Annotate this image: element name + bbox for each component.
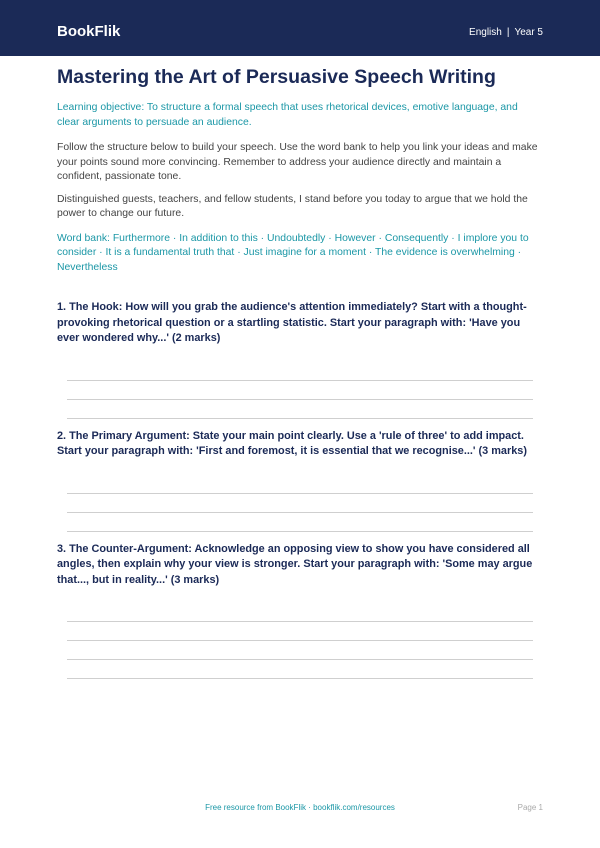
footer-resource-link[interactable]: Free resource from BookFlik · bookflik.com/resources <box>205 803 395 812</box>
answer-line[interactable] <box>67 622 533 641</box>
answer-line[interactable] <box>67 381 533 400</box>
answer-line[interactable] <box>67 494 533 513</box>
question-3: 3. The Counter-Argument: Acknowledge an opposing view to show you have considered all angles, then explain why your view is stronger. Start your paragraph with: 'Some may argue that..., but in reality...' (3 marks) <box>57 542 533 586</box>
answer-area-1[interactable] <box>57 361 543 419</box>
answer-line[interactable] <box>67 513 533 532</box>
opening-line-paragraph: Distinguished guests, teachers, and fellow students, I stand before you today to argue that we hold the power to change our future. <box>57 193 528 219</box>
question-1: 1. The Hook: How will you grab the audience's attention immediately? Start with a thought-provoking rhetorical question or a startling statistic. Start your paragraph with: 'Have you ever wondered why...' (2 marks) <box>57 301 527 344</box>
learning-objective: Learning objective: To structure a formal speech that uses rhetorical devices, emotive language, and clear arguments to persuade an audience. <box>57 102 518 128</box>
meta-separator: | <box>506 27 510 38</box>
answer-line[interactable] <box>67 641 533 660</box>
answer-line[interactable] <box>67 660 533 679</box>
answer-line[interactable] <box>67 361 533 381</box>
question-2: 2. The Primary Argument: State your main point clearly. Use a 'rule of three' to add impact. Start your paragraph with: 'First and foremost, it is essential that we recognise...' (3 marks) <box>57 429 527 457</box>
year-label: Year 5 <box>514 27 543 38</box>
answer-area-2[interactable] <box>57 474 543 532</box>
top-banner <box>0 0 600 56</box>
page-number: Page 1 <box>517 803 543 812</box>
answer-area-3[interactable] <box>57 602 543 679</box>
worksheet-content <box>57 64 543 679</box>
word-bank: Word bank: Furthermore · In addition to this · Undoubtedly · However · Consequently · I implore you to consider · It is a fundamental truth that · Just imagine for a moment · The evidence is overwhelming · Nevertheless <box>57 232 529 273</box>
answer-line[interactable] <box>67 602 533 622</box>
subject-label: English <box>469 27 502 38</box>
answer-line[interactable] <box>67 474 533 494</box>
subject-year-label <box>469 26 543 40</box>
instructions-paragraph: Follow the structure below to build your speech. Use the word bank to help you link your ideas and make your points sound more convincing. Remember to address your audience directly and maintain a confident, passionate tone. <box>57 142 538 182</box>
worksheet-title: Mastering the Art of Persuasive Speech Writing <box>57 66 496 88</box>
brand-logo: BookFlik <box>57 23 121 40</box>
answer-line[interactable] <box>67 400 533 419</box>
